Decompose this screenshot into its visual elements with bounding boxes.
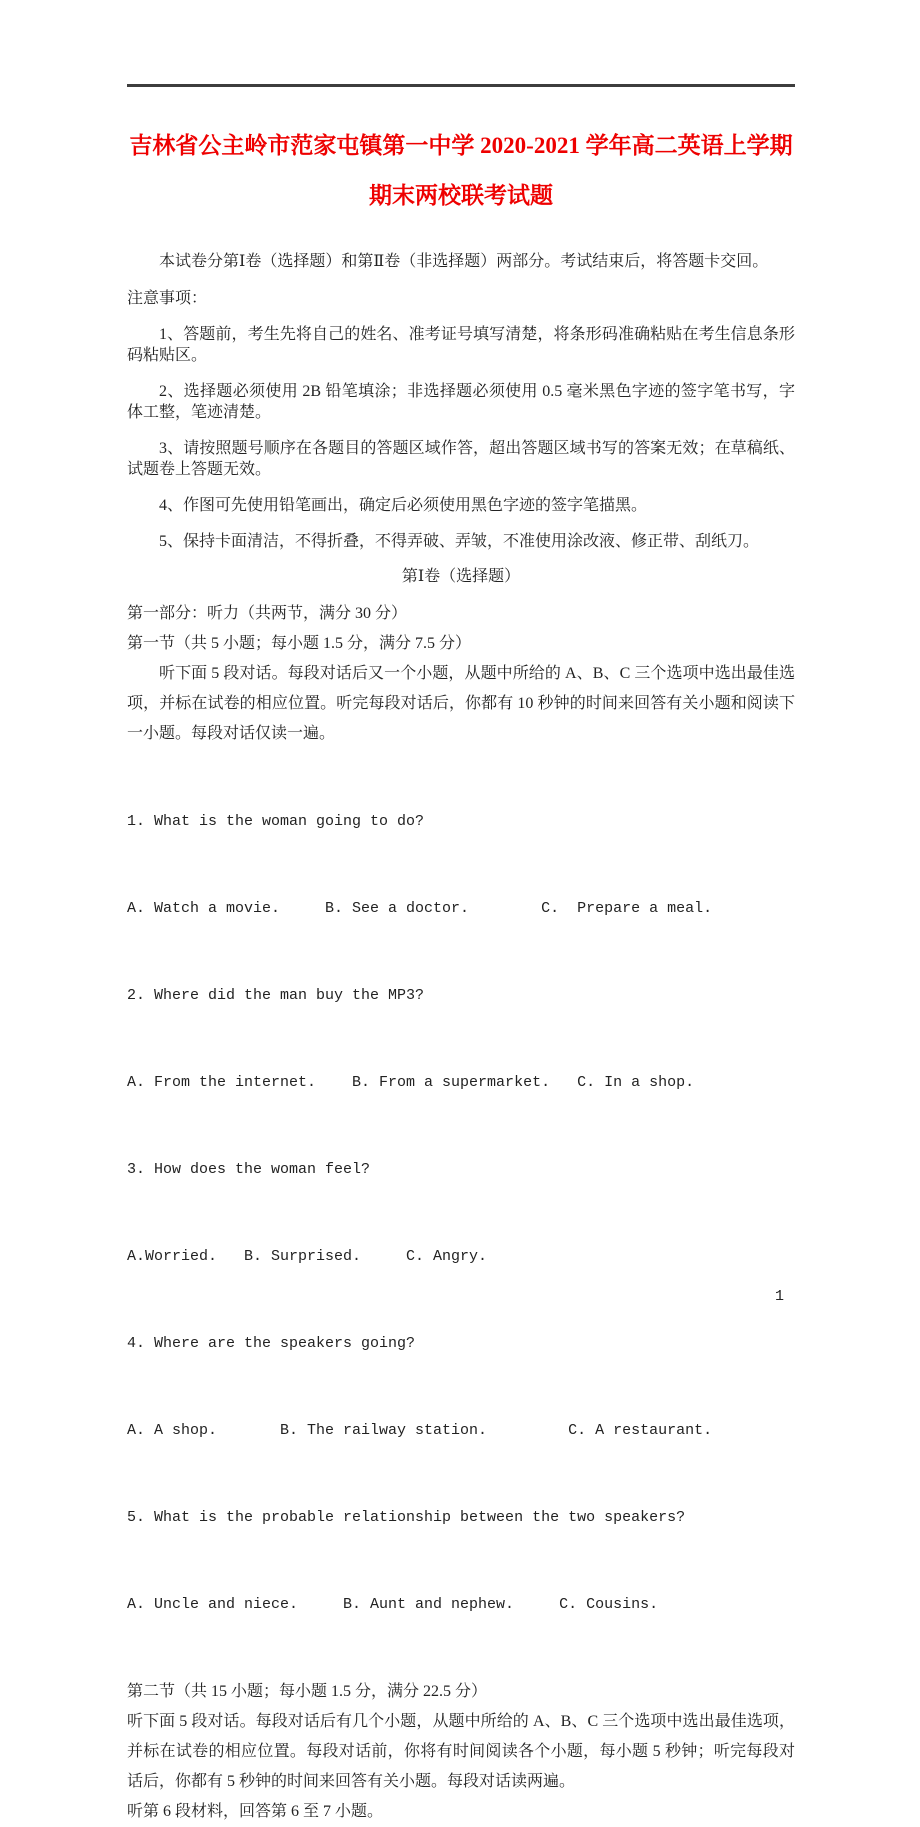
- listening-section: [127, 599, 795, 1827]
- question-4-options: A. A shop. B. The railway station. C. A restaurant.: [127, 1422, 713, 1439]
- question-5-options: A. Uncle and niece. B. Aunt and nephew. C. Cousins.: [127, 1596, 659, 1613]
- material-prompt: 听第 6 段材料，回答第 6 至 7 小题。: [127, 1803, 384, 1820]
- question-3-stem: 3. How does the woman feel?: [127, 1161, 371, 1178]
- notice-item-2: 2、选择题必须使用 2B 铅笔填涂；非选择题必须使用 0.5 毫米黑色字迹的签字笔书写，字体工整，笔迹清楚。: [127, 383, 795, 421]
- title-line-2: 期末两校联考试题: [369, 183, 553, 208]
- section1-instructions: 听下面 5 段对话。每段对话后又一个小题，从题中所给的 A、B、C 三个选项中选出最佳选项，并标在试卷的相应位置。听完每段对话后，你都有 10 秒钟的时间来回答有关小题和阅读下一小题。每段对话仅读一遍。: [127, 665, 795, 742]
- notice-item-5: 5、保持卡面清洁，不得折叠，不得弄破、弄皱，不准使用涂改液、修正带、刮纸刀。: [159, 533, 760, 550]
- section2-heading: 第二节（共 15 小题；每小题 1.5 分，满分 22.5 分）: [127, 1683, 488, 1700]
- volume1-heading: 第Ⅰ卷（选择题）: [401, 568, 521, 585]
- question-1-options: A. Watch a movie. B. See a doctor. C. Prepare a meal.: [127, 900, 713, 917]
- document-page: [0, 84, 920, 1820]
- page-number: 1: [774, 1288, 784, 1305]
- question-4-stem: 4. Where are the speakers going?: [127, 1335, 416, 1352]
- section2-instructions: 听下面 5 段对话。每段对话后有几个小题，从题中所给的 A、B、C 三个选项中选出最佳选项，并标在试卷的相应位置。每段对话前，你将有时间阅读各个小题，每小题 5 秒钟；听完每段对话后，你都有 5 秒钟的时间来回答有关小题。每段对话读两遍。: [127, 1713, 795, 1790]
- notice-item-3: 3、请按照题号顺序在各题目的答题区域作答，超出答题区域书写的答案无效；在草稿纸、试题卷上答题无效。: [127, 440, 795, 478]
- notice-item-1: 1、答题前，考生先将自己的姓名、准考证号填写清楚，将条形码准确粘贴在考生信息条形码粘贴区。: [127, 326, 795, 364]
- question-list: [127, 749, 795, 1677]
- document-title: [127, 121, 795, 221]
- header-rule: [127, 84, 795, 87]
- question-1-stem: 1. What is the woman going to do?: [127, 813, 425, 830]
- part1-heading: 第一部分：听力（共两节，满分 30 分）: [127, 605, 408, 622]
- section1-heading: 第一节（共 5 小题；每小题 1.5 分，满分 7.5 分）: [127, 635, 472, 652]
- question-2-stem: 2. Where did the man buy the MP3?: [127, 987, 425, 1004]
- question-2-options: A. From the internet. B. From a supermarket. C. In a shop.: [127, 1074, 695, 1091]
- intro-paragraph: 本试卷分第Ⅰ卷（选择题）和第Ⅱ卷（非选择题）两部分。考试结束后，将答题卡交回。: [159, 253, 769, 270]
- notice-item-4: 4、作图可先使用铅笔画出，确定后必须使用黑色字迹的签字笔描黑。: [159, 497, 648, 514]
- title-line-1: 吉林省公主岭市范家屯镇第一中学 2020-2021 学年高二英语上学期: [129, 133, 793, 158]
- question-3-options: A.Worried. B. Surprised. C. Angry.: [127, 1248, 488, 1265]
- question-5-stem: 5. What is the probable relationship between the two speakers?: [127, 1509, 686, 1526]
- notice-label: 注意事项：: [127, 290, 208, 307]
